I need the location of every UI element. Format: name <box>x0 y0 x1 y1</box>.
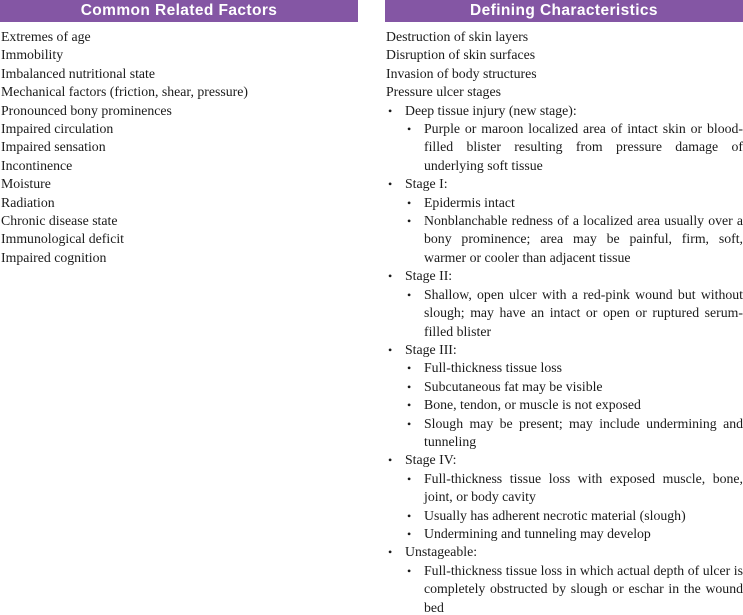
stage-detail <box>385 470 743 507</box>
related-factors-header: Common Related Factors <box>0 0 358 22</box>
related-factor-item: Impaired cognition <box>1 249 107 265</box>
stage-detail-text: Usually has adherent necrotic material (slough) <box>424 507 686 523</box>
stage-detail <box>385 562 743 615</box>
stage-label <box>385 341 743 359</box>
stage-detail-text: Slough may be present; may include undermining and tunneling <box>424 415 743 449</box>
stage-label <box>385 543 743 561</box>
defining-characteristics-column <box>385 0 743 615</box>
stage-detail <box>385 120 743 175</box>
bullet-icon: • <box>388 269 393 284</box>
related-factor-item: Extremes of age <box>1 29 91 44</box>
bullet-icon: • <box>388 103 393 118</box>
related-factor-item: Immunological deficit <box>1 231 124 247</box>
related-factor-item: Radiation <box>1 194 55 210</box>
bullet-icon: • <box>407 398 412 413</box>
defining-characteristics-list <box>385 22 743 615</box>
stage-detail-text: Purple or maroon localized area of intact skin or blood-filled blister resulting from pressure damage of underlying soft tissue <box>424 121 743 173</box>
related-factor-item: Impaired sensation <box>1 139 106 155</box>
related-factor-item: Pronounced bony prominences <box>1 102 172 118</box>
bullet-icon: • <box>407 287 412 302</box>
related-factor-item: Mechanical factors (friction, shear, pressure) <box>1 84 248 100</box>
stage-detail-text: Full-thickness tissue loss with exposed muscle, bone, joint, or body cavity <box>424 470 743 505</box>
stage-detail <box>385 507 743 525</box>
stage-detail <box>385 378 743 396</box>
stage-detail-text: Epidermis intact <box>424 194 515 210</box>
bullet-icon: • <box>407 195 412 210</box>
stage-label-text: Unstageable: <box>405 544 478 560</box>
stage-label-text: Stage IV: <box>405 452 457 468</box>
bullet-icon: • <box>407 416 412 431</box>
stage-detail-text: Nonblanchable redness of a localized area usually over a bony prominence; area may be painful, firm, soft, warmer or cooler than adjacent tissue <box>424 213 743 265</box>
related-factor-item: Immobility <box>1 47 64 63</box>
stage-detail-text: Subcutaneous fat may be visible <box>424 378 603 394</box>
stage-label <box>385 267 743 285</box>
bullet-icon: • <box>407 563 412 578</box>
stage-detail <box>385 396 743 414</box>
defining-characteristics-header: Defining Characteristics <box>385 0 743 22</box>
defining-characteristic-item: Invasion of body structures <box>386 65 537 81</box>
stage-detail-text: Undermining and tunneling may develop <box>424 525 651 541</box>
stage-detail-text: Shallow, open ulcer with a red-pink wound but without slough; may have an intact or open or ruptured serum-filled blister <box>424 286 743 339</box>
related-factor-item: Chronic disease state <box>1 213 118 229</box>
stage-detail <box>385 525 743 543</box>
related-factor-item: Moisture <box>1 176 51 192</box>
stage-label-text: Stage I: <box>405 176 448 192</box>
stage-detail-text: Full-thickness tissue loss <box>424 360 562 376</box>
stage-label <box>385 102 743 120</box>
stage-detail-text: Bone, tendon, or muscle is not exposed <box>424 397 641 413</box>
related-factor-item: Imbalanced nutritional state <box>1 65 156 81</box>
stage-label-text: Stage III: <box>405 341 457 357</box>
stage-label <box>385 175 743 193</box>
stage-detail <box>385 194 743 212</box>
defining-characteristic-item: Destruction of skin layers <box>386 29 529 44</box>
bullet-icon: • <box>407 214 412 229</box>
stage-label-text: Deep tissue injury (new stage): <box>405 102 577 118</box>
related-factor-item: Incontinence <box>1 157 73 173</box>
related-factors-column <box>0 0 358 615</box>
stage-detail <box>385 212 743 267</box>
related-factor-item: Impaired circulation <box>1 121 114 137</box>
bullet-icon: • <box>407 508 412 523</box>
stage-label-text: Stage II: <box>405 268 453 284</box>
stage-detail <box>385 359 743 377</box>
bullet-icon: • <box>407 526 412 541</box>
stage-label <box>385 451 743 469</box>
stage-detail <box>385 415 743 452</box>
bullet-icon: • <box>407 361 412 376</box>
related-factors-list <box>0 22 358 267</box>
bullet-icon: • <box>388 545 393 560</box>
defining-characteristic-item: Disruption of skin surfaces <box>386 47 536 63</box>
bullet-icon: • <box>407 122 412 137</box>
bullet-icon: • <box>388 453 393 468</box>
stage-detail <box>385 286 743 341</box>
bullet-icon: • <box>407 471 412 486</box>
bullet-icon: • <box>407 379 412 394</box>
bullet-icon: • <box>388 342 393 357</box>
defining-characteristic-item: Pressure ulcer stages <box>386 84 501 100</box>
stage-detail-text: Full-thickness tissue loss in which actual depth of ulcer is completely obstructed by slough or eschar in the wound bed <box>424 562 743 615</box>
bullet-icon: • <box>388 177 393 192</box>
